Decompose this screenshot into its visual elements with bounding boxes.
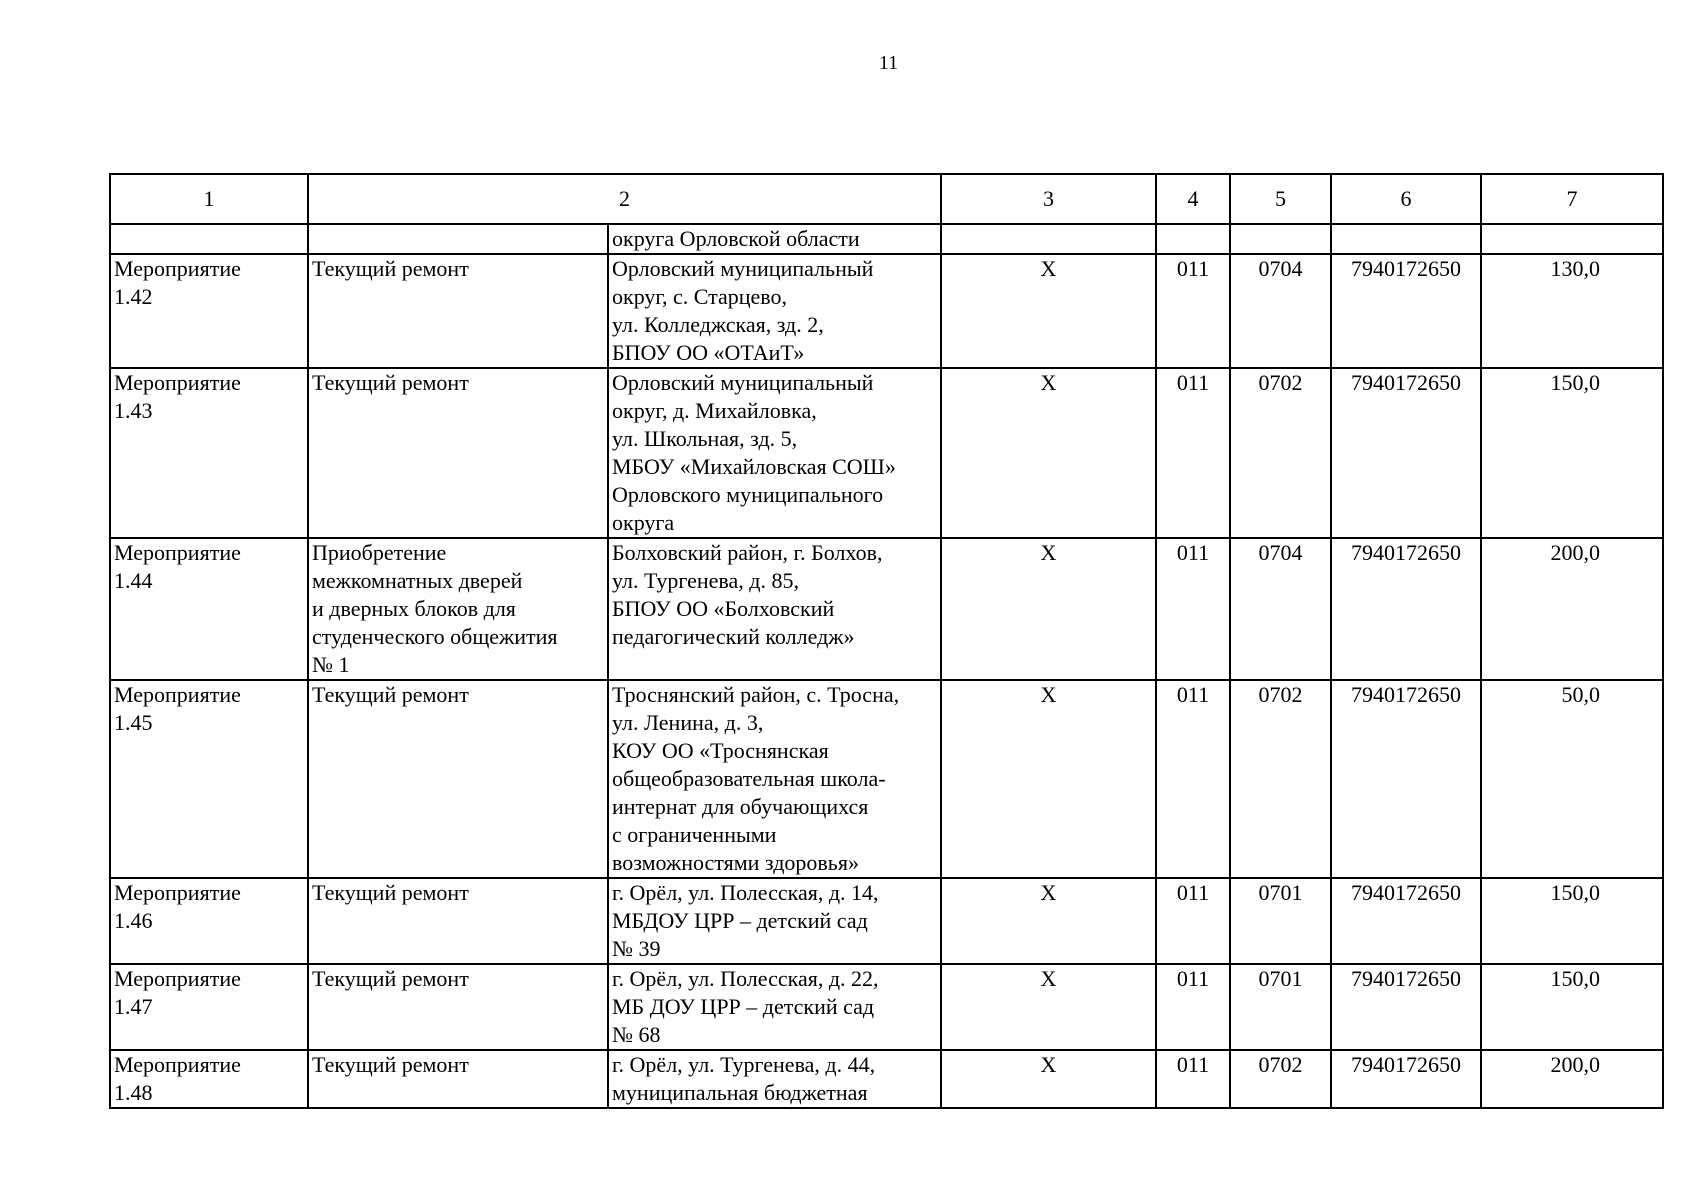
table-row (110, 964, 1663, 1050)
col5-cell: 0704 (1230, 254, 1331, 368)
col5-cell: 0701 (1230, 878, 1331, 964)
table-body (110, 174, 1663, 1108)
measure-name-cell: Мероприятие 1.44 (110, 538, 308, 680)
col3-cell: Х (941, 538, 1156, 680)
continuation-row (110, 224, 1663, 254)
work-description-cell (308, 224, 608, 254)
col6-cell: 7940172650 (1331, 368, 1481, 538)
address-cell: г. Орёл, ул. Полесская, д. 22, МБ ДОУ ЦРР – детский сад № 68 (608, 964, 941, 1050)
header-cell-4: 4 (1156, 174, 1230, 224)
measure-name-cell: Мероприятие 1.42 (110, 254, 308, 368)
amount-cell (1481, 224, 1663, 254)
measure-name-cell: Мероприятие 1.45 (110, 680, 308, 878)
work-description-cell: Текущий ремонт (308, 680, 608, 878)
table-row (110, 680, 1663, 878)
col6-cell (1331, 224, 1481, 254)
table-row (110, 878, 1663, 964)
address-cell: округа Орловской области (608, 224, 941, 254)
address-cell: Болховский район, г. Болхов, ул. Тургенева, д. 85, БПОУ ОО «Болховский педагогический колледж» (608, 538, 941, 680)
col3-cell: Х (941, 254, 1156, 368)
measure-name-cell: Мероприятие 1.47 (110, 964, 308, 1050)
col5-cell: 0701 (1230, 964, 1331, 1050)
col6-cell: 7940172650 (1331, 254, 1481, 368)
amount-cell: 130,0 (1481, 254, 1663, 368)
address-cell: Орловский муниципальный округ, д. Михайловка, ул. Школьная, зд. 5, МБОУ «Михайловская СОШ» Орловского муниципального округа (608, 368, 941, 538)
header-row (110, 174, 1663, 224)
col3-cell: Х (941, 680, 1156, 878)
col4-cell: 011 (1156, 1050, 1230, 1108)
header-cell-7: 7 (1481, 174, 1663, 224)
table-row (110, 254, 1663, 368)
work-description-cell: Текущий ремонт (308, 1050, 608, 1108)
measure-name-cell: Мероприятие 1.43 (110, 368, 308, 538)
work-description-cell: Текущий ремонт (308, 878, 608, 964)
header-cell-1: 1 (110, 174, 308, 224)
table-row (110, 538, 1663, 680)
col5-cell: 0702 (1230, 368, 1331, 538)
amount-cell: 150,0 (1481, 878, 1663, 964)
address-cell: Троснянский район, с. Тросна, ул. Ленина, д. 3, КОУ ОО «Троснянская общеобразовательная школа- интернат для обучающихся с ограниченными возможностями здоровья» (608, 680, 941, 878)
header-cell-6: 6 (1331, 174, 1481, 224)
work-description-cell: Текущий ремонт (308, 368, 608, 538)
table-row (110, 1050, 1663, 1108)
amount-cell: 50,0 (1481, 680, 1663, 878)
measure-name-cell: Мероприятие 1.48 (110, 1050, 308, 1108)
col3-cell: Х (941, 368, 1156, 538)
col3-cell: Х (941, 964, 1156, 1050)
measures-table (109, 173, 1664, 1109)
work-description-cell: Приобретение межкомнатных дверей и дверных блоков для студенческого общежития № 1 (308, 538, 608, 680)
col5-cell: 0702 (1230, 680, 1331, 878)
col6-cell: 7940172650 (1331, 680, 1481, 878)
header-cell-3: 3 (941, 174, 1156, 224)
col6-cell: 7940172650 (1331, 1050, 1481, 1108)
col5-cell (1230, 224, 1331, 254)
col4-cell: 011 (1156, 964, 1230, 1050)
header-cell-2: 2 (308, 174, 941, 224)
col4-cell: 011 (1156, 680, 1230, 878)
page-number: 11 (878, 52, 899, 74)
address-cell: Орловский муниципальный округ, с. Старцево, ул. Колледжская, зд. 2, БПОУ ОО «ОТАиТ» (608, 254, 941, 368)
col3-cell (941, 224, 1156, 254)
col6-cell: 7940172650 (1331, 964, 1481, 1050)
amount-cell: 200,0 (1481, 538, 1663, 680)
header-cell-5: 5 (1230, 174, 1331, 224)
amount-cell: 150,0 (1481, 368, 1663, 538)
col6-cell: 7940172650 (1331, 538, 1481, 680)
table-row (110, 368, 1663, 538)
address-cell: г. Орёл, ул. Тургенева, д. 44, муниципальная бюджетная (608, 1050, 941, 1108)
col5-cell: 0702 (1230, 1050, 1331, 1108)
col4-cell: 011 (1156, 254, 1230, 368)
amount-cell: 150,0 (1481, 964, 1663, 1050)
work-description-cell: Текущий ремонт (308, 254, 608, 368)
col6-cell: 7940172650 (1331, 878, 1481, 964)
measure-name-cell (110, 224, 308, 254)
col4-cell: 011 (1156, 368, 1230, 538)
address-cell: г. Орёл, ул. Полесская, д. 14, МБДОУ ЦРР – детский сад № 39 (608, 878, 941, 964)
col5-cell: 0704 (1230, 538, 1331, 680)
col4-cell (1156, 224, 1230, 254)
measure-name-cell: Мероприятие 1.46 (110, 878, 308, 964)
col3-cell: Х (941, 878, 1156, 964)
col4-cell: 011 (1156, 878, 1230, 964)
col3-cell: Х (941, 1050, 1156, 1108)
col4-cell: 011 (1156, 538, 1230, 680)
amount-cell: 200,0 (1481, 1050, 1663, 1108)
work-description-cell: Текущий ремонт (308, 964, 608, 1050)
